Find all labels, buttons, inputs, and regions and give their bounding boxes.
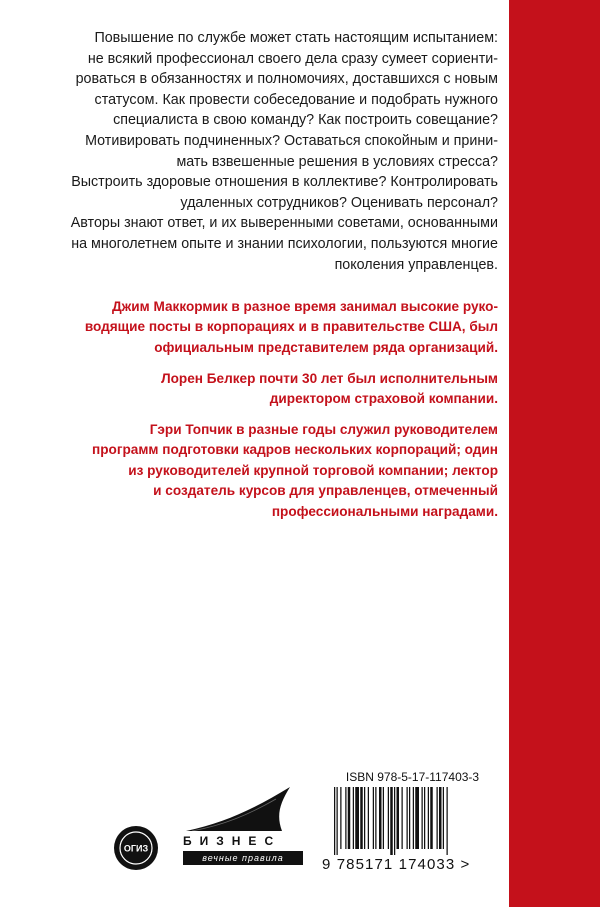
barcode-bar [373,787,374,849]
barcode-bar [345,787,346,849]
barcode-bar [413,787,414,849]
barcode-bar [368,787,369,849]
barcode-bar [337,787,338,855]
description-line: статусом. Как провести собеседование и подобрать нужного [94,91,498,108]
barcode-bar [388,787,389,849]
barcode-digits: 9 785171 174033 > [322,856,471,873]
description-line: специалиста в свою команду? Как построить совещание? [113,112,498,129]
description-line: удаленных сотрудников? Оценивать персонал? [180,194,498,211]
barcode-bar [353,787,354,849]
barcode-bar [364,787,365,849]
barcode-bar [379,787,382,849]
barcode-bar [439,787,442,849]
series-tagline: вечные правила [183,851,303,865]
shark-fin-icon [184,785,309,835]
barcode-bar [437,787,438,849]
red-side-band [509,0,600,907]
barcode-bar [397,787,400,849]
author-bio-belker [46,369,498,410]
barcode-bar [402,787,403,849]
barcode-bar [348,787,351,849]
bio-line: профессиональными наградами. [271,503,498,519]
barcode-bar [415,787,419,849]
barcode-bar [430,787,433,849]
bio-line: директором страховой компании. [269,391,498,407]
barcode-bar [390,787,393,855]
bio-line: программ подготовки кадров нескольких корпораций; один [92,442,498,458]
barcode-bar [355,787,359,849]
description-line: Повышение по службе может стать настоящим испытанием: [94,30,498,46]
bio-line: из руководителей крупной торговой компании; лектор [128,462,498,478]
barcode-bar [428,787,429,849]
barcode-bar [447,787,448,855]
barcode-bar [360,787,363,849]
publisher-logo-text: ОГИЗ [123,843,149,854]
barcode-bar [394,787,395,855]
bio-line: Лорен Белкер почти 30 лет был исполнительным [161,371,498,386]
book-description [46,28,498,275]
description-line: Мотивировать подчиненных? Оставаться спокойным и прини- [85,132,498,149]
description-line: на многолетнем опыте и знании психологии, пользуются многие [71,235,498,252]
barcode-bar [424,787,425,849]
author-bio-mccormick [46,297,498,358]
description-line: Выстроить здоровые отношения в коллективе? Контролировать [71,174,498,191]
description-line: роваться в обязанностях и полномочиях, доставшихся с новым [75,71,498,88]
barcode-bar [340,787,341,849]
barcode-bar [409,787,410,849]
barcode-bar [443,787,444,849]
bio-line: водящие посты в корпорациях и в правительстве США, был [84,319,498,335]
barcode-bar [422,787,423,849]
bio-line: официальным представителем ряда организаций. [154,339,498,355]
barcode-bar [383,787,384,849]
description-line: мать взвешенные решения в условиях стресса? [176,153,498,170]
series-name: БИЗНЕС [183,834,282,848]
isbn-label: ISBN 978-5-17-117403-3 [345,770,480,784]
bio-line: Джим Маккормик в разное время занимал высокие руко- [111,299,498,314]
barcode-bar [334,787,335,855]
author-bio-topchik [46,420,498,522]
barcode-bars [326,787,499,855]
bio-line: Гэри Топчик в разные годы служил руководителем [149,422,498,437]
description-line: не всякий профессионал своего дела сразу сумеет сориенти- [87,50,498,67]
barcode-bar [375,787,376,849]
description-line: Авторы знают ответ, и их выверенными советами, основанными [70,215,498,232]
barcode-bar [407,787,408,849]
description-line: поколения управленцев. [334,256,498,273]
publisher-logo-icon [113,825,159,871]
bio-line: и создатель курсов для управленцев, отмеченный [153,483,498,499]
isbn-barcode [322,770,503,880]
